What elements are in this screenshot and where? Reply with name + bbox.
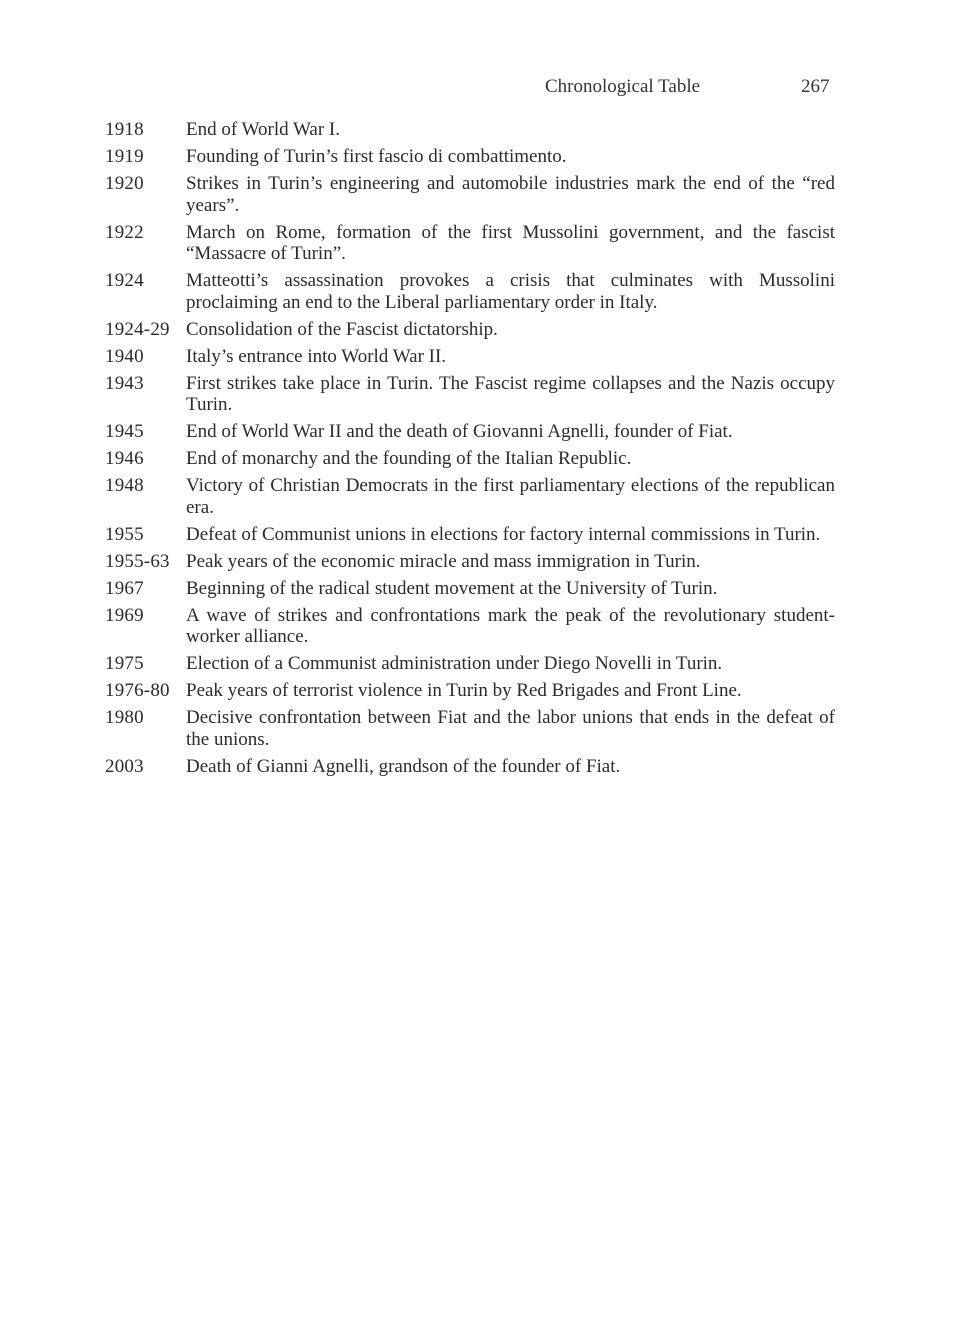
entry-text: Peak years of terrorist violence in Turin by Red Brigades and Front Line. bbox=[186, 680, 742, 701]
entry-text: Matteotti’s assassination provokes a crisis that culminates with Mussolini proclaiming an end to the Liberal parliamentary order in Italy. bbox=[186, 270, 835, 313]
entry-year: 1955 bbox=[105, 523, 144, 545]
entry-text: Decisive confrontation between Fiat and the labor unions that ends in the defeat of the unions. bbox=[186, 707, 835, 750]
entry-text: Founding of Turin’s first fascio di combattimento. bbox=[186, 146, 567, 167]
entry-text: March on Rome, formation of the first Mussolini government, and the fascist “Massacre of Turin”. bbox=[186, 221, 835, 264]
chronology-entry-1940 bbox=[105, 346, 835, 368]
chronology-entry-1955-63 bbox=[105, 551, 835, 573]
entry-year: 1920 bbox=[105, 173, 144, 194]
chronology-entry-1948 bbox=[105, 475, 835, 518]
entry-text: Death of Gianni Agnelli, grandson of the founder of Fiat. bbox=[186, 755, 621, 777]
running-title: Chronological Table bbox=[545, 76, 701, 97]
entry-year: 1946 bbox=[105, 448, 144, 469]
entry-text: End of World War II and the death of Giovanni Agnelli, founder of Fiat. bbox=[186, 421, 733, 442]
entry-year: 1943 bbox=[105, 372, 144, 394]
chronology-entry-1975 bbox=[105, 653, 835, 675]
entry-year: 1948 bbox=[105, 475, 144, 496]
entry-year: 1922 bbox=[105, 221, 144, 243]
chronology-entry-1924 bbox=[105, 270, 835, 313]
chronology-entry-1967 bbox=[105, 578, 835, 600]
entry-year: 1969 bbox=[105, 604, 144, 626]
entry-year: 1919 bbox=[105, 146, 144, 167]
chronological-table bbox=[105, 119, 835, 783]
entry-year: 2003 bbox=[105, 755, 144, 777]
entry-year: 1976-80 bbox=[105, 680, 170, 701]
chronology-entry-1976-80 bbox=[105, 680, 835, 702]
entry-year: 1940 bbox=[105, 345, 144, 367]
entry-year: 1955-63 bbox=[105, 550, 170, 572]
entry-year: 1975 bbox=[105, 653, 144, 674]
entry-year: 1980 bbox=[105, 707, 144, 728]
entry-year: 1967 bbox=[105, 577, 144, 599]
entry-text: End of monarchy and the founding of the Italian Republic. bbox=[186, 448, 632, 469]
entry-text: End of World War I. bbox=[186, 119, 341, 140]
entry-year: 1945 bbox=[105, 421, 144, 442]
chronology-entry-1920 bbox=[105, 173, 835, 216]
chronology-entry-1918 bbox=[105, 119, 835, 141]
running-head bbox=[0, 76, 963, 102]
entry-year: 1918 bbox=[105, 119, 144, 140]
entry-text: Defeat of Communist unions in elections for factory internal commissions in Turin. bbox=[186, 523, 821, 545]
entry-text: Victory of Christian Democrats in the first parliamentary elections of the republican era. bbox=[186, 475, 835, 518]
chronology-entry-1955 bbox=[105, 524, 835, 546]
chronology-entry-1980 bbox=[105, 707, 835, 750]
chronology-entry-1922 bbox=[105, 222, 835, 265]
chronology-entry-1969 bbox=[105, 605, 835, 648]
chronology-entry-1924-29 bbox=[105, 319, 835, 341]
entry-text: Beginning of the radical student movement at the University of Turin. bbox=[186, 577, 718, 599]
entry-year: 1924 bbox=[105, 270, 144, 291]
entry-text: Strikes in Turin’s engineering and automobile industries mark the end of the “red years”. bbox=[186, 173, 835, 216]
chronology-entry-1919 bbox=[105, 146, 835, 168]
entry-text: A wave of strikes and confrontations mark the peak of the revolutionary student-worker alliance. bbox=[186, 604, 835, 647]
entry-text: Election of a Communist administration under Diego Novelli in Turin. bbox=[186, 653, 723, 674]
entry-text: First strikes take place in Turin. The Fascist regime collapses and the Nazis occupy Turin. bbox=[186, 372, 835, 415]
entry-text: Consolidation of the Fascist dictatorship. bbox=[186, 318, 498, 340]
entry-text: Peak years of the economic miracle and mass immigration in Turin. bbox=[186, 550, 701, 572]
chronology-entry-1945 bbox=[105, 421, 835, 443]
page-number: 267 bbox=[801, 76, 830, 97]
entry-year: 1924-29 bbox=[105, 318, 170, 340]
chronology-entry-2003 bbox=[105, 756, 835, 778]
chronology-entry-1943 bbox=[105, 373, 835, 416]
chronology-entry-1946 bbox=[105, 448, 835, 470]
entry-text: Italy’s entrance into World War II. bbox=[186, 345, 447, 367]
